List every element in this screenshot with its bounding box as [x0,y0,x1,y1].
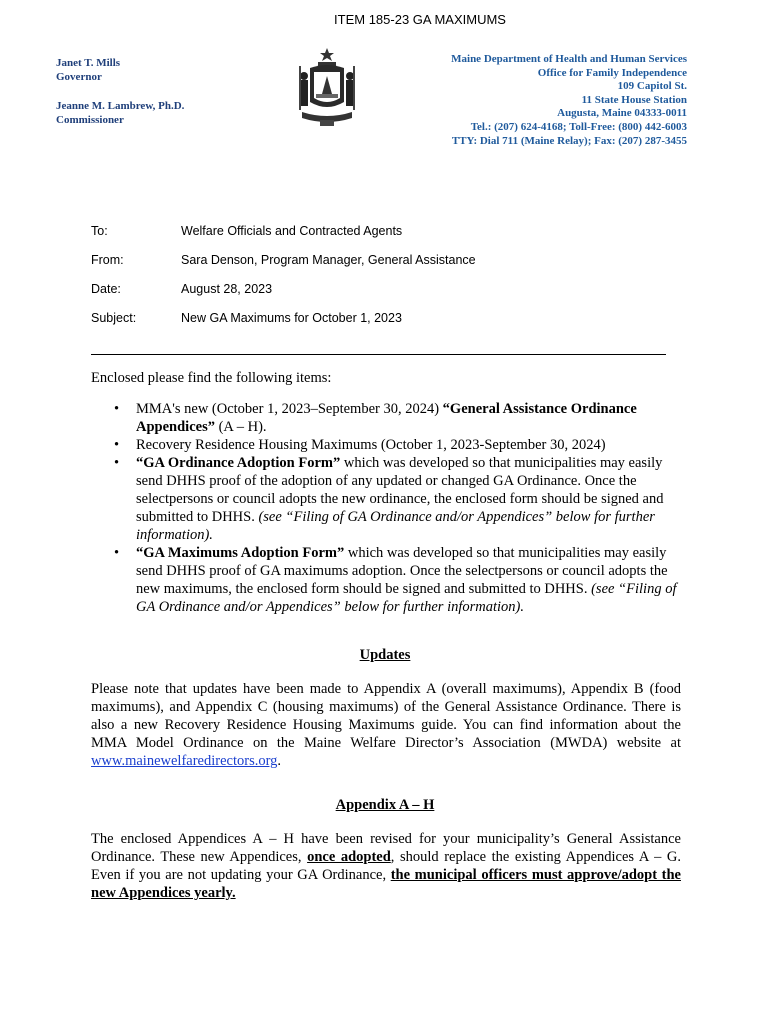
memo-date-value: August 28, 2023 [181,282,273,296]
updates-heading: Updates [359,647,411,663]
dept-office: Office for Family Independence [537,66,687,79]
memo-to-value: Welfare Officials and Contracted Agents [181,224,403,238]
updates-text: Please note that updates have been made to Appendix A (overall maximums), Appendix B (food maximums), and Appendix C (housing maximums) of the General Assistance Ordinance. There is also a new Recovery Residence Housing Maximums guide. You can find information about the MMA Model Ordinance on the Maine Welfare Director’s Association (MWDA) website at [91,681,681,751]
memo-from-value: Sara Denson, Program Manager, General Assistance [181,253,476,267]
commissioner-title: Commissioner [56,114,124,126]
list-item-text: MMA's new (October 1, 2023–September 30, 2024) [136,401,443,417]
updates-end: . [277,753,282,769]
list-item-italic: (see “Filing of GA Ordinance and/or Appendices” below for further information). [136,509,655,543]
updates-paragraph [91,680,681,770]
list-item [91,436,681,454]
officials-block [56,56,184,127]
list-item-text: which was developed so that municipalities may easily send DHHS proof of the adoption of any updated or changed GA Ordinance. Once the selectpersons or council adopts the new ordinance, the enclosed form should be signed and submitted to DHHS. [136,455,664,525]
commissioner-name: Jeanne M. Lambrew, Ph.D. [56,100,185,112]
list-item-italic: (see “Filing of GA Ordinance and/or Appendices” below for further information). [136,581,677,615]
memo-from-label: From: [91,253,124,267]
memo-date-label: Date: [91,282,121,296]
dept-tty: TTY: Dial 711 (Maine Relay); Fax: (207) 287-3455 [451,134,687,147]
list-item [91,400,681,436]
appendix-text: The enclosed Appendices A – H have been revised for your municipality’s General Assistance Ordinance. These new Appendices, [91,831,681,865]
appendix-paragraph [91,830,681,902]
intro-text: Enclosed please find the following items: [91,370,332,386]
list-item-bold: “General Assistance Ordinance Appendices” [136,401,637,435]
appendix-text: , should replace the existing Appendices A – G. Even if you are not updating your GA Ordinance, [91,849,681,883]
dept-name: Maine Department of Health and Human Services [451,53,687,65]
governor-name: Janet T. Mills [56,57,121,69]
list-item-bold: “GA Maximums Adoption Form” [136,545,345,561]
list-item-text: (A – H). [214,419,267,435]
maine-state-seal-icon [296,46,358,128]
appendix-emphasis: the municipal officers must approve/adopt the new Appendices yearly. [91,867,681,901]
dept-street: 109 Capitol St. [617,80,687,93]
list-item-bold: “GA Ordinance Adoption Form” [136,455,341,471]
enclosed-items-list [91,400,681,616]
dept-city: Augusta, Maine 04333-0011 [557,107,687,120]
list-item [91,544,681,616]
dept-station: 11 State House Station [581,93,687,106]
mwda-website-link[interactable]: www.mainewelfaredirectors.org [91,753,278,769]
governor-title: Governor [56,71,102,83]
appendix-heading: Appendix A – H [335,797,435,813]
item-header: ITEM 185-23 GA MAXIMUMS [334,12,506,27]
memo-subject-value: New GA Maximums for October 1, 2023 [181,311,402,325]
list-item-text: Recovery Residence Housing Maximums (October 1, 2023-September 30, 2024) [136,437,606,453]
list-item [91,454,681,544]
list-item-text: which was developed so that municipalities may easily send DHHS proof of GA maximums adoption. Once the selectpersons or council adopts the new maximums, the enclosed form should be signed and submitted to DHHS. [136,545,668,597]
dept-phone: Tel.: (207) 624-4168; Toll-Free: (800) 442-6003 [470,120,687,133]
memo-divider [91,354,666,355]
department-address-block [451,53,687,148]
memo-subject-label: Subject: [91,311,137,325]
appendix-emphasis: once adopted [307,849,391,865]
memo-to-label: To: [91,224,108,238]
